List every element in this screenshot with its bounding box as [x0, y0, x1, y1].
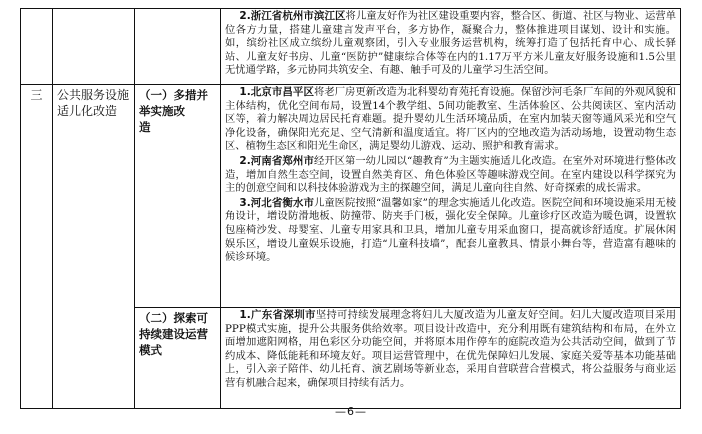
section-number: 三 [21, 85, 53, 409]
case-henan [225, 155, 676, 196]
case-lead: 1.北京市昌平区 [239, 86, 315, 98]
case-text: 将老厂房更新改造为北科婴幼育苑托育设施。保留沙河毛条厂车间的外观风貌和主体结构，优化空间布局，设置14个教学组、5间功能教室、生活体验区、公共阅读区、室内活动区等，着力解决周边居民托育难题。提升婴幼儿生活环境品质，在室内加装天窗等通风采光和空气净化设备，确保阳光充足、空气清新和温度适宜。将厂区内的空地改造为活动场地，设置动物生态区、植物生态区和阳光生命区，满足婴幼儿游戏、运动、照护和教育需求。 [225, 86, 677, 153]
case-guangdong [225, 309, 676, 391]
measures-table [20, 8, 681, 409]
case-cell [221, 308, 681, 409]
case-lead: 1.广东省深圳市 [239, 309, 316, 321]
case-text: 坚持可持续发展理念将妇儿大厦改造为儿童友好空间。妇儿大厦改造项目采用PPP模式实施，提升公共服务供给效率。项目设计改造中，充分利用既有建筑结构和布局，在外立面增加遮阳网格，用色彩区分功能空间，并将原本用作停车的庭院改造为公共活动空间，做到了节约成本、降低能耗和环境友好。项目运营管理中，在优先保障妇儿发展、家庭关爱等基本功能基础上，引入亲子陪伴、幼儿托育、演艺剧场等新业态，采用自营联营合营模式，将公益服务与商业运营有机融合起来，确保项目持续有活力。 [225, 309, 677, 389]
category-cell [53, 9, 135, 85]
number-cell [21, 9, 53, 85]
case-cell [221, 85, 681, 308]
subcategory-1 [135, 85, 221, 308]
section-category: 公共服务设施适儿化改造 [53, 85, 135, 409]
case-hebei [225, 197, 676, 265]
case-zhejiang [225, 10, 676, 78]
case-text: 经开区第一幼儿园以“趣教育”为主题实施适儿化改造。在室外对环境进行整体改造，增加自然生态空间，设置自然美育区、角色体验区等趣味游戏空间。在室内建设以科学探究为主的创意空间和以科技体验游戏为主的探趣空间，满足儿童向往自然、好奇探索的成长需求。 [225, 154, 676, 195]
case-lead: 3.河北省衡水市 [239, 196, 314, 209]
case-lead: 2.浙江省杭州市滨江区 [239, 10, 346, 22]
case-cell [221, 9, 681, 85]
subcategory-cell [135, 9, 221, 85]
subcategory-1-head: （一）多措并举实施改 [139, 88, 208, 118]
page-number: —6— [335, 405, 367, 418]
table-row [21, 9, 681, 85]
case-beijing [225, 86, 676, 154]
case-text: 儿童医院按照“温馨如家”的理念实施适儿化改造。医院空间和环境设施采用无棱角设计，增设防滑地板、防撞带、防夹手门板，强化安全保障。儿童诊疗区改造为暖色调，设置软包座椅沙发、母婴室、儿童专用家具和卫具，增加儿童专用采血窗口，提高就诊舒适度。扩展休闲娱乐区，增设儿童娱乐设施，打造“儿童科技墙”，配套儿童教具、情景小舞台等，营造富有趣味的候诊环境。 [225, 196, 676, 264]
table-row [21, 85, 681, 308]
case-lead: 2.河南省郑州市 [239, 154, 314, 167]
case-text: 将儿童友好作为社区建设重要内容，整合区、街道、社区与物业、运营单位各方力量，搭建儿童建言发声平台，多方协作，凝聚合力，整体推进项目谋划、设计和实施。如，缤纷社区成立缤纷儿童观察团，引入专业服务运营机构，统筹打造了包括托育中心、成长驿站、儿童友好书房、儿童“医防护”健康综合体等在内的1.17万平方米儿童友好服务设施和1.5公里无忧通学路，多元协同共筑安全、有趣、触手可及的儿童学习生活空间。 [225, 10, 677, 77]
subcategory-1-tail: 造 [139, 120, 151, 134]
subcategory-2: （二）探索可持续建设运营模式 [135, 308, 221, 409]
